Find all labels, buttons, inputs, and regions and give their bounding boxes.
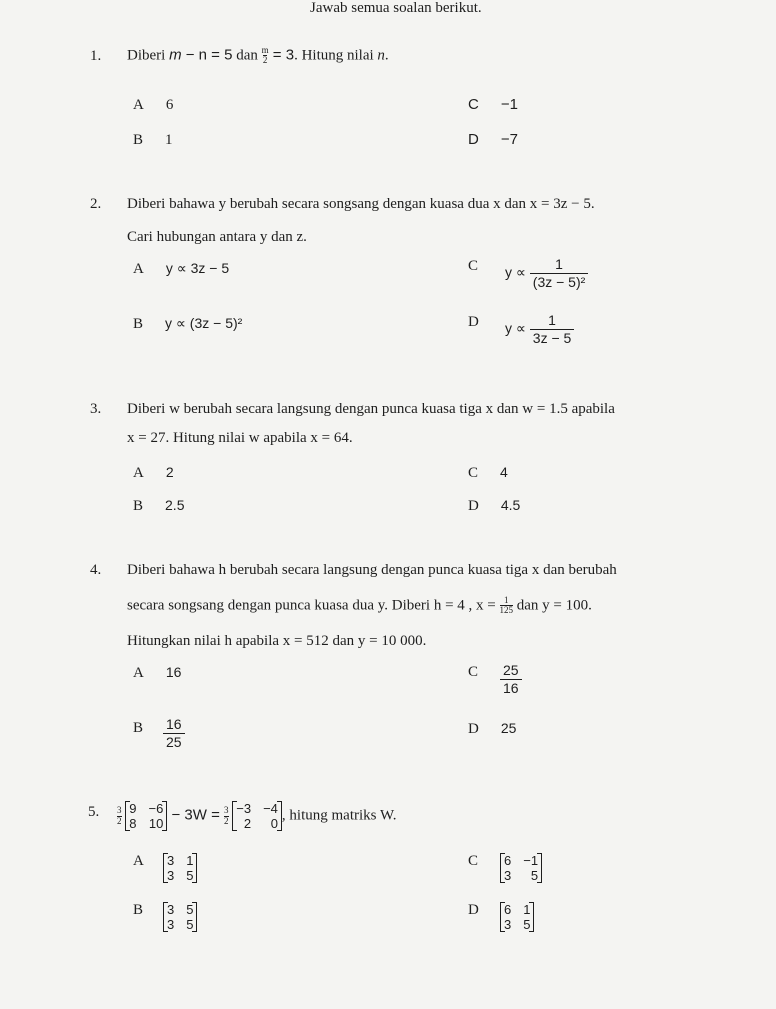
q1-option-d[interactable]: D −7: [468, 131, 518, 148]
q1-option-a[interactable]: A 6: [133, 97, 174, 113]
q3-option-a[interactable]: A 2: [133, 464, 174, 481]
q4-option-b-letter[interactable]: B: [133, 720, 144, 736]
q3-number: 3.: [90, 401, 102, 417]
q3-option-c[interactable]: C 4: [468, 464, 508, 481]
q2-stem-line2: Cari hubungan antara y dan z.: [127, 229, 307, 245]
q2-option-d[interactable]: y ∝ $\frac{1}{3z - 5}$: [505, 312, 574, 346]
q1-number: 1.: [90, 48, 102, 64]
q4-option-b[interactable]: $\frac{16}{25}$: [163, 716, 185, 750]
q4-option-c[interactable]: $\frac{25}{16}$: [500, 662, 522, 696]
q2-option-c-letter[interactable]: C: [468, 258, 479, 274]
q1-option-c[interactable]: C −1: [468, 96, 518, 113]
q5-matrix-left: 9 −6 8 10: [125, 801, 167, 831]
q3-stem-line1: Diberi w berubah secara langsung dengan punca kuasa tiga x dan w = 1.5 apabila: [127, 401, 615, 417]
q2-number: 2.: [90, 196, 102, 212]
q5-matrix-right: −3 −4 2 0: [232, 801, 282, 831]
q3-option-b[interactable]: B 2.5: [133, 497, 185, 514]
q5-number: 5.: [88, 804, 100, 820]
q5-stem: $\frac{3}{2}$ 9 −6 8 10 − 3W = $\frac{3}{2}$ −3 −4 2 0 , hitung matriks W.: [117, 801, 397, 831]
q2-option-a[interactable]: A y ∝ 3z − 5: [133, 260, 230, 277]
q2-option-d-letter[interactable]: D: [468, 314, 479, 330]
q2-option-b[interactable]: B y ∝ (3z − 5)²: [133, 315, 243, 332]
q1-option-b[interactable]: B 1: [133, 132, 173, 148]
q3-stem-line2: x = 27. Hitung nilai w apabila x = 64.: [127, 430, 353, 446]
q5-option-a[interactable]: 3 1 3 5: [163, 853, 197, 883]
q4-option-a[interactable]: A 16: [133, 664, 182, 681]
q5-option-b-letter[interactable]: B: [133, 902, 144, 918]
q5-option-c-letter[interactable]: C: [468, 853, 479, 869]
q4-option-c-letter[interactable]: C: [468, 664, 479, 680]
instruction-heading: Jawab semua soalan berikut.: [310, 0, 482, 16]
q5-option-a-letter[interactable]: A: [133, 853, 144, 869]
q4-stem-line2: secara songsang dengan punca kuasa dua y. Diberi h = 4 , x = $\frac{1}{125}$ dan y = 100.: [127, 595, 592, 616]
q2-option-c[interactable]: y ∝ $\frac{1}{\text{(3z − 5)²}}$: [505, 256, 588, 290]
q3-option-d[interactable]: D 4.5: [468, 497, 521, 514]
q5-option-c[interactable]: 6 −1 3 5: [500, 853, 542, 883]
q4-stem-line1: Diberi bahawa h berubah secara langsung dengan punca kuasa tiga x dan berubah: [127, 562, 617, 578]
q4-stem-line3: Hitungkan nilai h apabila x = 512 dan y = 10 000.: [127, 633, 427, 649]
q2-stem-line1: Diberi bahawa y berubah secara songsang dengan kuasa dua x dan x = 3z − 5.: [127, 196, 595, 212]
q5-option-d[interactable]: 6 1 3 5: [500, 902, 534, 932]
q4-number: 4.: [90, 562, 102, 578]
q5-option-d-letter[interactable]: D: [468, 902, 479, 918]
q1-stem: Diberi m − n = 5 dan $\frac{m}{2}$ = 3. Hitung nilai n.: [127, 45, 389, 66]
q5-option-b[interactable]: 3 5 3 5: [163, 902, 197, 932]
q4-option-d[interactable]: D 25: [468, 720, 517, 737]
